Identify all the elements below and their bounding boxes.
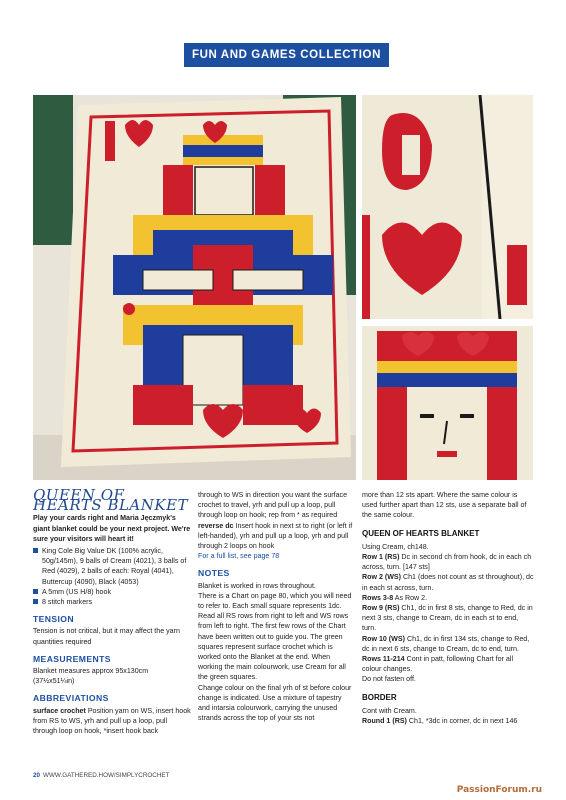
notes-paragraph: Change colour on the final yrh of st before colour change is indicated. Use a mixture of tapestry and intarsia colourwork, carrying the unused strands across the top of your sts not <box>198 683 352 723</box>
blanket-detail-photo-face <box>362 326 533 480</box>
page-footer <box>33 772 169 779</box>
pattern-start: Using Cream, ch148. <box>362 542 429 551</box>
pattern-row: Row 2 (WS) Ch1 (does not count as st throughout), dc in each st across, turn. <box>362 573 534 592</box>
pattern-row: Rows 3-8 As Row 2. <box>362 593 428 602</box>
notes-continued: more than 12 sts apart. Where the same colour is used further apart than 12 sts, use a separate ball of the same colour. <box>362 491 527 520</box>
blanket-detail-photo-q <box>362 95 533 319</box>
pattern-row: Round 1 (RS) Ch1, *3dc in corner, dc in next 146 <box>362 717 518 726</box>
notes-paragraph: There is a Chart on page 80, which you will need to refer to. Each small square represents 1dc. Read all RS rows from right to left and WS rows from left to right. The first few rows of the Chart have been written out to guide you. The green squares represent surface crochet which is worked onto the Blanket at the end. When working the main colourwork, use Cream for all the green squares. <box>198 591 352 682</box>
intro-text: Play your cards right and Maria Jęczmyk's giant blanket could be your next project. We're sure your visitors will heart it! <box>33 514 191 543</box>
pattern-row: Row 10 (WS) Ch1, dc in first 134 sts, change to Red, dc in next 6 sts, change to Cream, dc to end, turn. <box>362 634 530 653</box>
tension-text: Tension is not critical, but it may affect the yarn quantities required <box>33 627 180 646</box>
list-item: King Cole Big Value DK (100% acrylic, 50g/145m), 9 balls of Cream (4021), 3 balls of Red (4029), 2 balls of each: Royal (4041), Buttercup (4090), Black (4053) <box>33 546 191 587</box>
list-item: 8 stitch markers <box>33 597 191 607</box>
pattern-heading: QUEEN OF HEARTS BLANKET <box>362 528 480 538</box>
column-2 <box>198 490 353 723</box>
page-number: 20 <box>33 772 41 779</box>
blanket-main-photo <box>33 95 356 480</box>
fasten-note: Do not fasten off. <box>362 675 416 684</box>
full-list-link[interactable]: For a full list, see page 78 <box>198 552 280 561</box>
abbreviation-continued: through to WS in direction you want the surface crochet to travel, yrh and pull up a loop, pull through loop on hook; rep from * as required <box>198 491 348 520</box>
materials-list <box>33 546 191 607</box>
measurements-heading: MEASUREMENTS <box>33 653 111 664</box>
footer-url[interactable]: WWW.GATHERED.HOW/SIMPLYCROCHET <box>43 772 170 779</box>
column-1 <box>33 486 191 736</box>
pattern-row: Row 1 (RS) Dc in second ch from hook, dc in each ch across, turn. [147 sts] <box>362 553 532 572</box>
tension-heading: TENSION <box>33 614 74 625</box>
border-text: Cont with Cream. <box>362 706 417 715</box>
column-3 <box>362 490 534 726</box>
pattern-row: Row 9 (RS) Ch1, dc in first 8 sts, change to Red, dc in next 3 sts, change to Cream, dc in each st to end, turn. <box>362 604 533 633</box>
pattern-row: Rows 11-214 Cont in patt, following Chart for all colour changes. <box>362 655 514 674</box>
abbreviation-reverse-dc: reverse dc Insert hook in next st to right (or left if left-handed), yrh and pull up a loop, yrh and pull through 2 loops on hook <box>198 521 353 551</box>
notes-paragraph: Blanket is worked in rows throughout. <box>198 581 316 590</box>
measurements-text: Blanket measures approx 95x130cm (37½x51¼in) <box>33 667 149 686</box>
bullet-icon <box>33 548 38 553</box>
pattern-title: QUEEN OF HEARTS BLANKET <box>33 486 189 515</box>
notes-heading: NOTES <box>198 568 230 579</box>
bullet-icon <box>33 599 38 604</box>
border-heading: BORDER <box>362 692 397 702</box>
bullet-icon <box>33 589 38 594</box>
watermark: PassionForum.ru <box>456 785 542 795</box>
abbreviation-surface-crochet: surface crochet Position yarn on WS, insert hook from RS to WS, yrh and pull up a loop, pull through loop on hook, *insert hook back <box>33 706 191 736</box>
abbreviations-heading: ABBREVIATIONS <box>33 693 109 704</box>
list-item: A 5mm (US H/8) hook <box>33 587 191 597</box>
collection-banner: FUN AND GAMES COLLECTION <box>184 43 389 67</box>
